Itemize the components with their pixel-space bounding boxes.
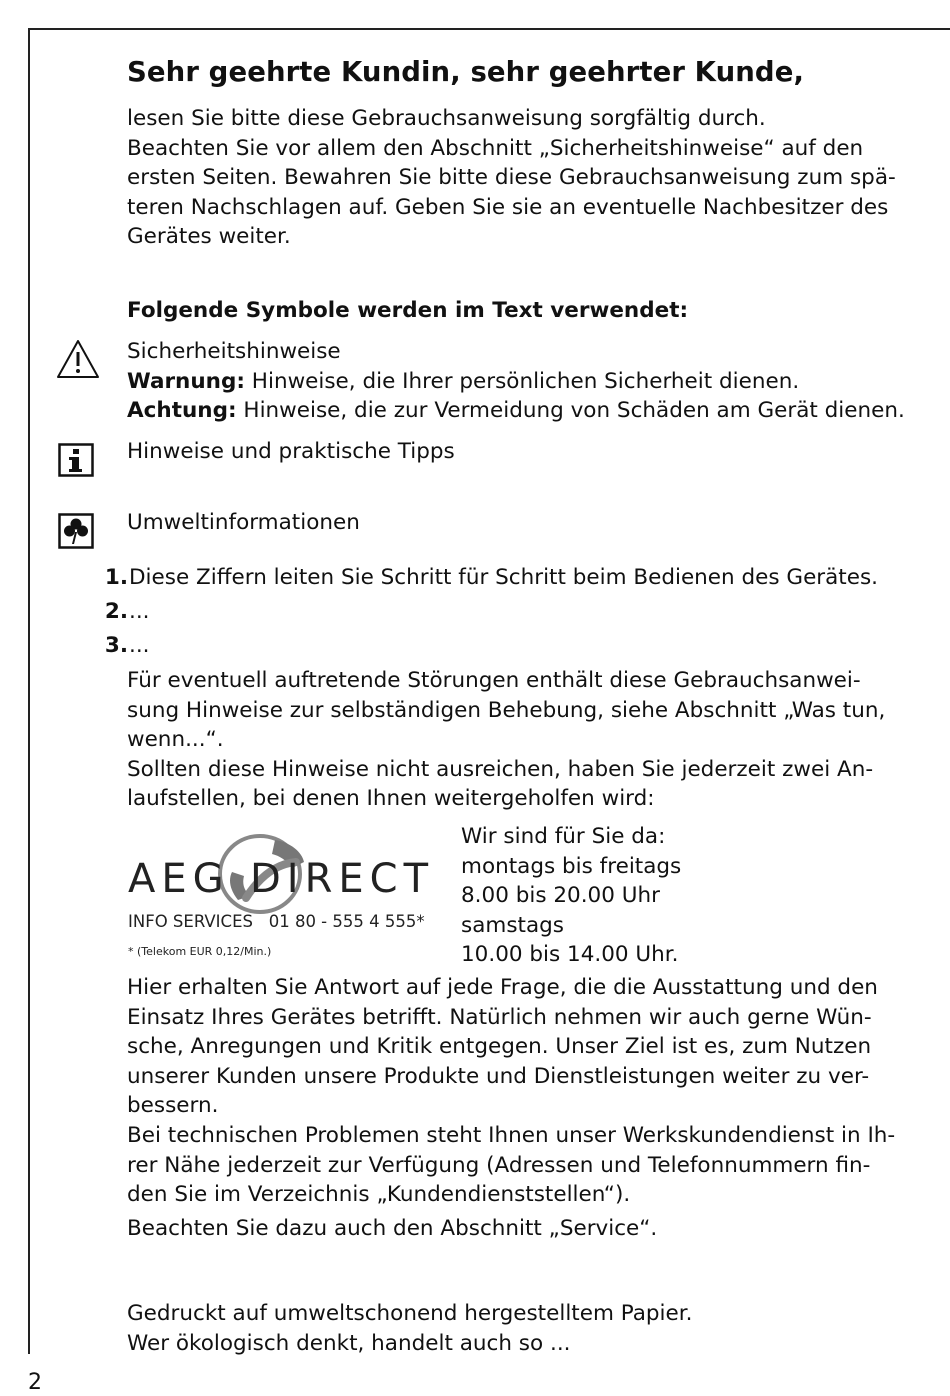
- safety-title: Sicherheitshinweise: [127, 339, 341, 364]
- troubleshoot-paragraph: [127, 666, 897, 814]
- footer-paragraph: [127, 1299, 897, 1358]
- logo-info-line: INFO SERVICES 01 80 - 555 4 555*: [128, 912, 425, 931]
- service-note: Beachten Sie dazu auch den Abschnitt „Service“.: [127, 1216, 658, 1241]
- step-number: 3.: [104, 633, 128, 658]
- intro-paragraph: [127, 104, 897, 252]
- service-hours: [461, 822, 681, 970]
- hours-line: 8.00 bis 20.00 Uhr: [461, 883, 660, 909]
- hours-line: Wir sind für Sie da:: [461, 824, 666, 849]
- warning-label: Warnung:: [127, 368, 245, 394]
- env-text: Umweltinformationen: [127, 510, 360, 535]
- warning-text: Hinweise, die Ihrer persönlichen Sicherheit dienen.: [244, 368, 800, 394]
- aeg-direct-logo: [120, 826, 450, 966]
- caution-line: [127, 396, 905, 426]
- hours-line: samstags: [461, 912, 564, 938]
- step-text: Diese Ziffern leiten Sie Schritt für Schritt beim Bedienen des Gerätes.: [129, 565, 879, 590]
- answers-paragraph: [127, 973, 897, 1210]
- safety-section: [127, 337, 905, 426]
- logo-brand-left: AEG: [128, 856, 230, 902]
- hours-line: 10.00 bis 14.00 Uhr.: [461, 942, 679, 968]
- page-border-top: [28, 28, 950, 30]
- info-icon: [58, 443, 94, 477]
- logo-brand-right: DIRECT: [250, 856, 435, 902]
- page-number: 2: [28, 1370, 42, 1395]
- logo-footnote: * (Telekom EUR 0,12/Min.): [128, 945, 272, 958]
- step-text: ...: [129, 599, 150, 624]
- caution-text: Hinweise, die zur Vermeidung von Schäden am Gerät dienen.: [236, 398, 905, 424]
- step-number: 1.: [104, 565, 128, 590]
- step-text: ...: [129, 633, 150, 658]
- caution-label: Achtung:: [127, 398, 237, 424]
- page-heading: Sehr geehrte Kundin, sehr geehrter Kunde,: [127, 56, 805, 88]
- intro-text: lesen Sie bitte diese Gebrauchsanweisung sorgfältig durch. Beachten Sie vor allem den Abschnitt „Sicherheitshinweise“ auf den ersten Seiten. Bewahren Sie bitte diese Gebrauchsanweisung zum spä- teren Nachschlagen auf. Geben Sie sie an eventuelle Nachbesitzer des Gerätes weiter.: [127, 106, 896, 250]
- clover-icon: [58, 513, 94, 549]
- info-text: Hinweise und praktische Tipps: [127, 439, 455, 464]
- footer-text: Gedruckt auf umweltschonend hergestelltem Papier. Wer ökologisch denkt, handelt auch so ...: [127, 1301, 693, 1356]
- hours-line: montags bis freitags: [461, 853, 682, 879]
- symbols-title: Folgende Symbole werden im Text verwendet:: [127, 298, 689, 323]
- warning-triangle-icon: [55, 338, 101, 380]
- page-border-left: [28, 28, 30, 1354]
- step-number: 2.: [104, 599, 128, 624]
- warning-line: [127, 367, 897, 397]
- answers-text: Hier erhalten Sie Antwort auf jede Frage, die die Ausstattung und den Einsatz Ihres Gerätes betrifft. Natürlich nehmen wir auch gerne Wün- sche, Anregungen und Kritik entgegen. Unser Ziel ist es, zum Nutzen unserer Kunden unsere Produkte und Dienstleistungen weiter zu ver- bessern. Bei technischen Problemen steht Ihnen unser Werkskundendienst in Ih- rer Nähe jederzeit zur Verfügung (Adressen und Telefonnummern fin- den Sie im Verzeichnis „Kundendienststellen“).: [127, 975, 896, 1208]
- troubleshoot-text: Für eventuell auftretende Störungen enthält diese Gebrauchsanwei- sung Hinweise zur selbständigen Behebung, siehe Abschnitt „Was tun, wenn...“. Sollten diese Hinweise nicht ausreichen, haben Sie jederzeit zwei An- laufstellen, bei denen Ihnen weitergeholfen wird:: [127, 668, 886, 812]
